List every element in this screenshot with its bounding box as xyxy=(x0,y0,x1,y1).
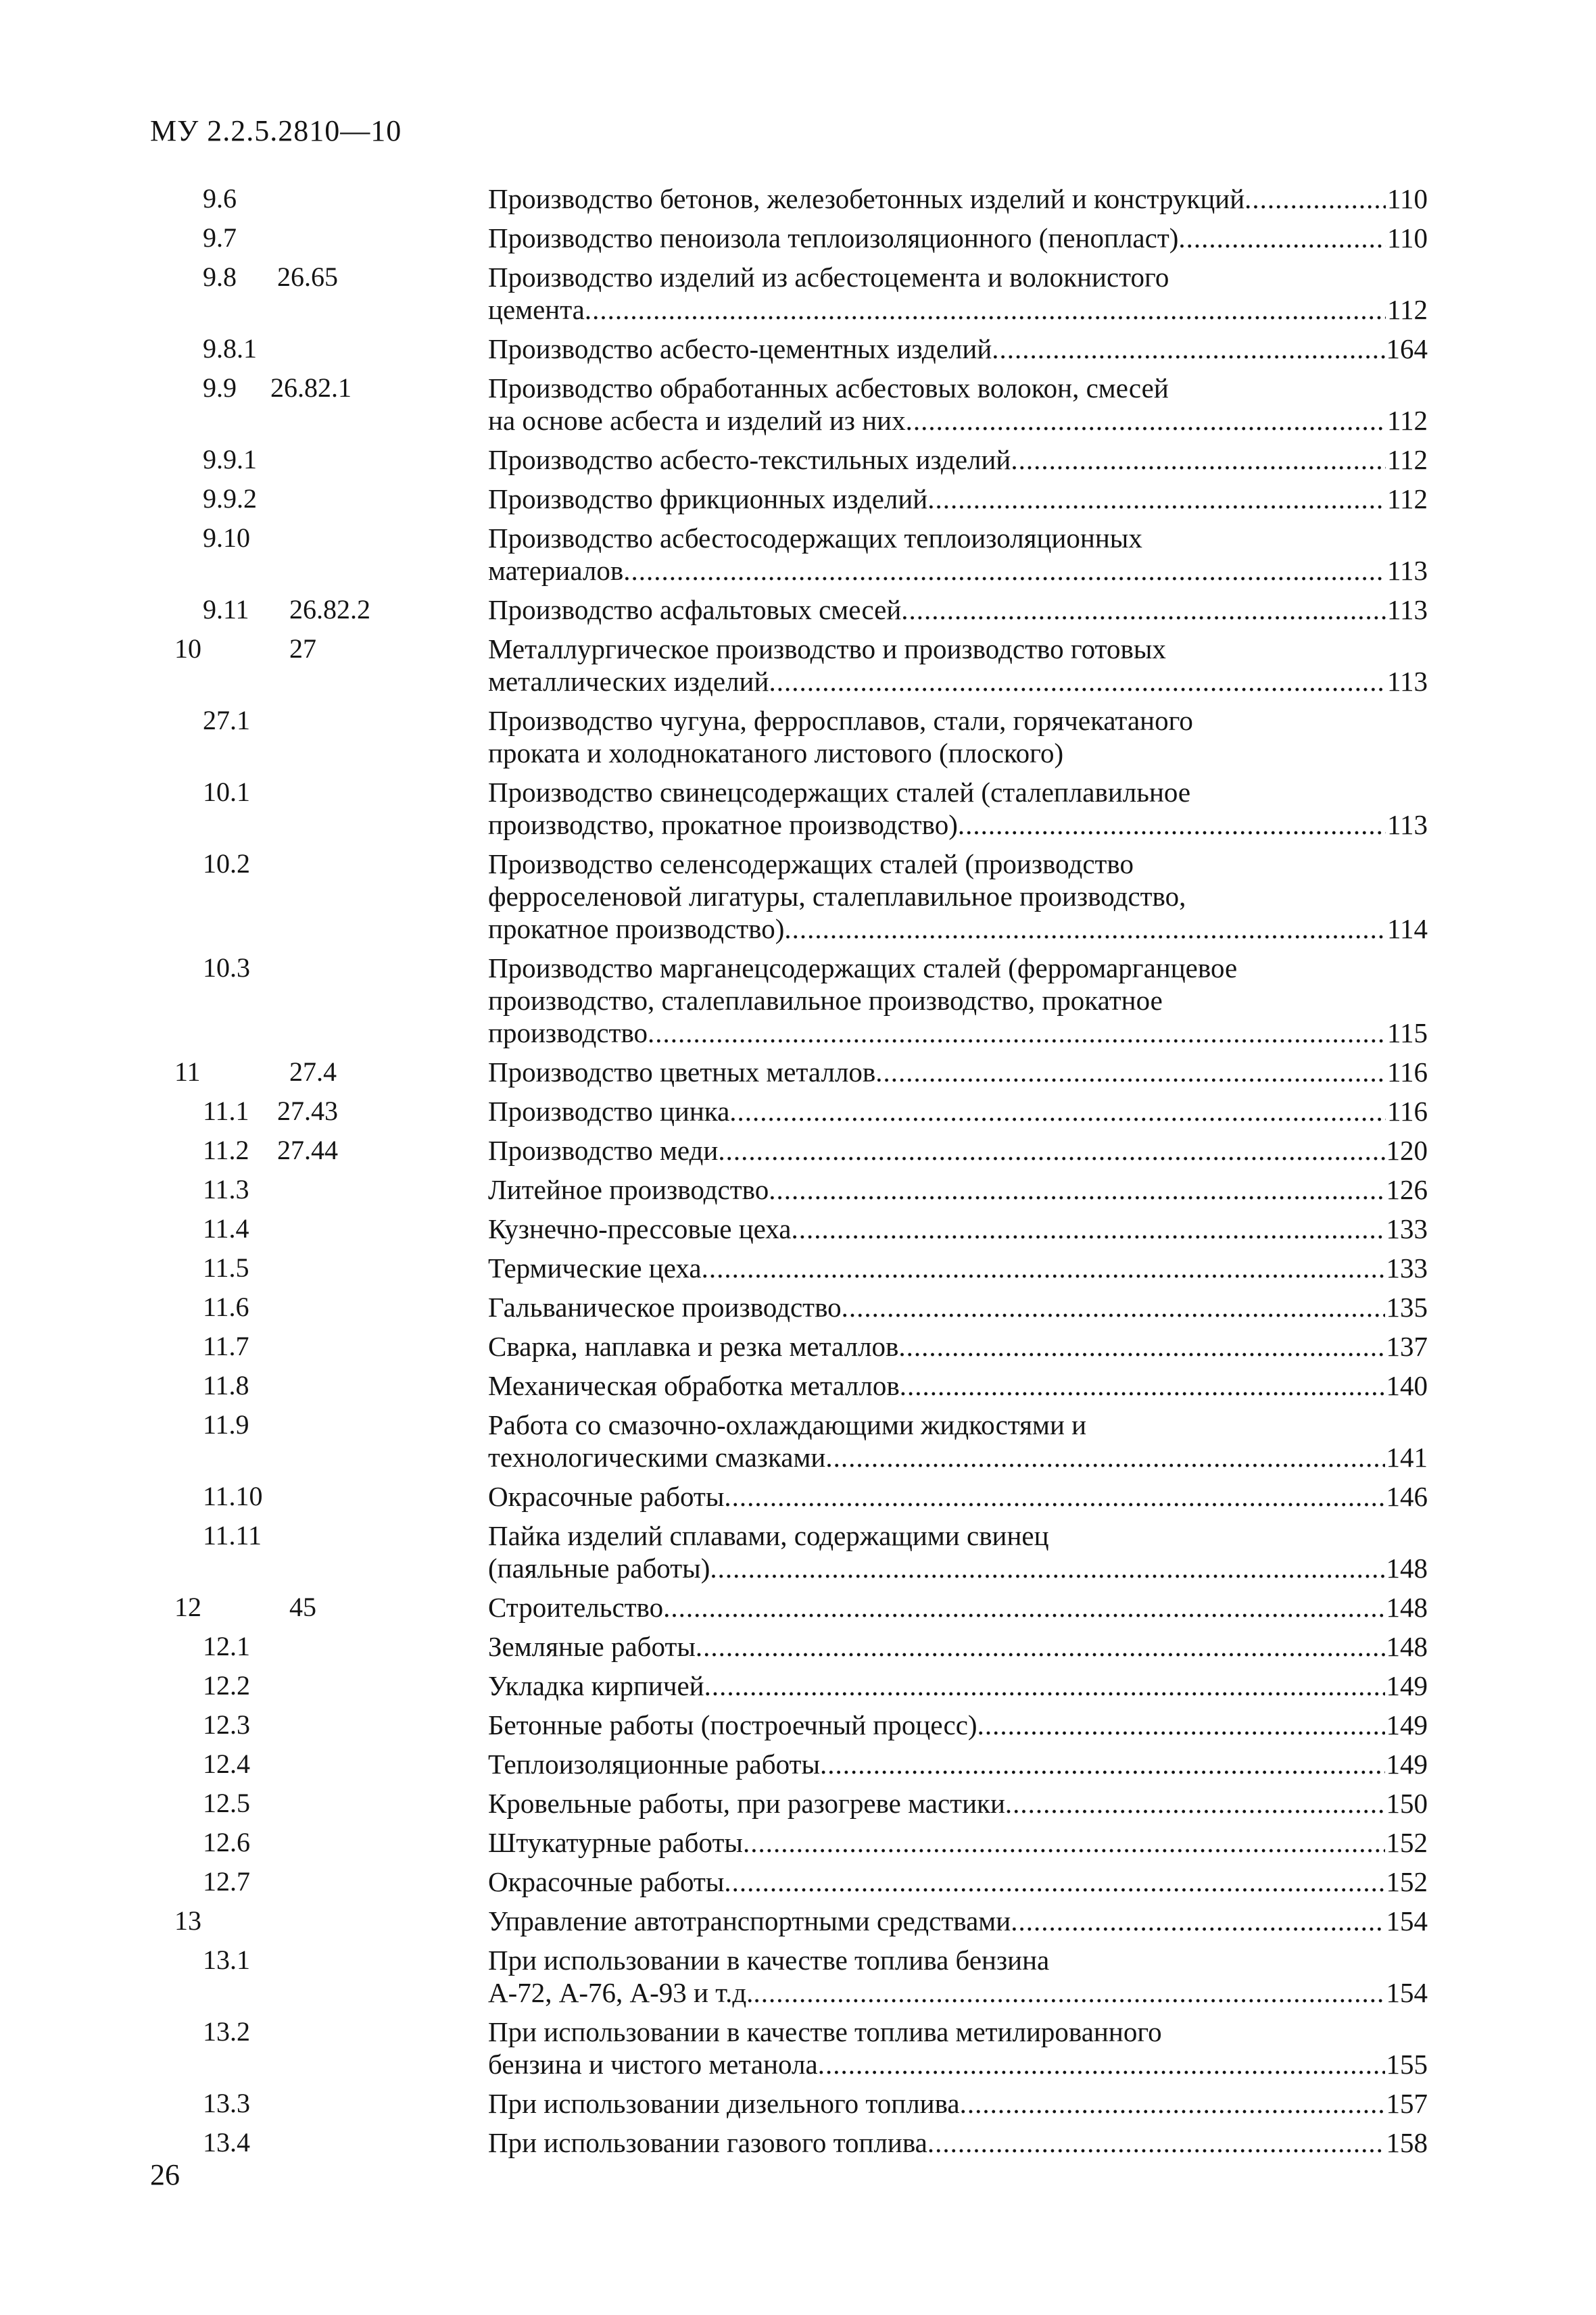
page-reference: 112 xyxy=(1387,405,1428,436)
entry-title xyxy=(488,1291,1428,1323)
entry-title-line: Производство асфальтовых смесей xyxy=(488,594,902,625)
entry-title xyxy=(488,2126,1428,2159)
section-number: 12.6 xyxy=(203,1827,250,1857)
dot-leader xyxy=(992,333,1384,365)
section-number: 11.5 xyxy=(203,1252,249,1283)
toc-entry xyxy=(0,1369,1596,1409)
dot-leader xyxy=(906,404,1386,437)
entry-title xyxy=(488,1670,1428,1702)
entry-title-line: Кровельные работы, при разогреве мастики xyxy=(488,1788,1005,1819)
section-number: 27.1 xyxy=(203,705,250,735)
dot-leader xyxy=(901,593,1386,626)
dot-leader xyxy=(791,1213,1384,1245)
classifier-code: 27.43 xyxy=(277,1096,338,1126)
classifier-code: 27.44 xyxy=(277,1135,338,1165)
entry-title-line: Механическая обработка металлов xyxy=(488,1370,900,1401)
toc-entry xyxy=(0,333,1596,372)
page-reference: 114 xyxy=(1387,913,1428,944)
toc-entry xyxy=(0,1291,1596,1330)
page-reference: 146 xyxy=(1386,1481,1428,1512)
dot-leader xyxy=(710,1552,1384,1584)
entry-title xyxy=(488,1369,1428,1402)
classifier-code: 27.4 xyxy=(289,1056,337,1087)
section-number: 9.8.1 xyxy=(203,333,257,364)
entry-title-line: Укладка кирпичей xyxy=(488,1670,704,1701)
dot-leader xyxy=(842,1291,1385,1323)
page-reference: 141 xyxy=(1386,1442,1428,1473)
toc-entry xyxy=(0,593,1596,633)
entry-title-line: Производство чугуна, ферросплавов, стали, горячекатаного xyxy=(488,705,1193,736)
entry-title-line: металлических изделий xyxy=(488,666,769,697)
page-reference: 149 xyxy=(1386,1709,1428,1740)
entry-title-line: проката и холоднокатаного листового (плоского) xyxy=(488,737,1064,769)
entry-title xyxy=(488,522,1428,587)
page-reference: 133 xyxy=(1386,1252,1428,1284)
dot-leader xyxy=(1011,1905,1384,1937)
entry-title-line: Производство селенсодержащих сталей (производство xyxy=(488,848,1134,879)
entry-title xyxy=(488,1330,1428,1363)
page-reference: 113 xyxy=(1387,555,1428,586)
toc-entry xyxy=(0,1409,1596,1480)
entry-title xyxy=(488,1787,1428,1820)
entry-title xyxy=(488,1944,1428,2009)
toc-entry xyxy=(0,1905,1596,1944)
section-number: 12.5 xyxy=(203,1788,250,1818)
table-of-contents xyxy=(0,182,1596,2166)
toc-entry xyxy=(0,1519,1596,1591)
section-number: 11.3 xyxy=(203,1174,249,1204)
entry-title xyxy=(488,2087,1428,2120)
toc-entry xyxy=(0,1330,1596,1369)
toc-entry xyxy=(0,1213,1596,1252)
dot-leader xyxy=(663,1591,1384,1624)
entry-title-line: Бетонные работы (построечный процесс) xyxy=(488,1709,977,1740)
dot-leader xyxy=(724,1866,1384,1898)
entry-title xyxy=(488,1826,1428,1859)
section-number: 9.9.1 xyxy=(203,444,257,474)
page-reference: 135 xyxy=(1386,1292,1428,1323)
entry-title xyxy=(488,1866,1428,1898)
page-reference: 113 xyxy=(1387,809,1428,840)
toc-entry xyxy=(0,1591,1596,1630)
section-number: 9.11 xyxy=(203,594,249,625)
entry-title xyxy=(488,1630,1428,1663)
page-reference: 150 xyxy=(1386,1788,1428,1819)
toc-entry xyxy=(0,1252,1596,1291)
entry-title-line: Производство асбесто-цементных изделий xyxy=(488,333,992,364)
entry-title xyxy=(488,1709,1428,1741)
section-number: 11 xyxy=(174,1056,201,1087)
entry-title xyxy=(488,593,1428,626)
entry-title xyxy=(488,372,1428,437)
toc-entry xyxy=(0,2087,1596,2126)
entry-title-line: Производство марганецсодержащих сталей (ферромарганцевое xyxy=(488,952,1238,983)
section-number: 11.8 xyxy=(203,1370,249,1400)
entry-title-line: прокатное производство) xyxy=(488,913,785,944)
classifier-code: 27 xyxy=(289,633,316,664)
entry-title-line: Производство фрикционных изделий xyxy=(488,483,928,514)
page-reference: 113 xyxy=(1387,594,1428,625)
entry-title xyxy=(488,952,1428,1049)
section-number: 12 xyxy=(174,1592,201,1622)
dot-leader xyxy=(927,483,1386,515)
section-number: 11.11 xyxy=(203,1520,262,1551)
entry-title-line: При использовании в качестве топлива метилированного xyxy=(488,2016,1162,2047)
page-reference: 164 xyxy=(1386,333,1428,364)
section-number: 13.3 xyxy=(203,2088,250,2118)
entry-title-line: Пайка изделий сплавами, содержащими свинец xyxy=(488,1520,1049,1551)
entry-title-line: материалов xyxy=(488,555,624,586)
toc-entry xyxy=(0,1748,1596,1787)
toc-entry xyxy=(0,182,1596,222)
page-reference: 148 xyxy=(1386,1592,1428,1623)
toc-entry xyxy=(0,848,1596,952)
entry-title xyxy=(488,222,1428,254)
classifier-code: 26.82.1 xyxy=(270,372,352,403)
page-reference: 149 xyxy=(1386,1749,1428,1780)
section-number: 9.10 xyxy=(203,522,250,553)
dot-leader xyxy=(724,1480,1384,1513)
entry-title-line: Производство асбесто-текстильных изделий xyxy=(488,444,1011,475)
entry-title-line: Производство асбестосодержащих теплоизоляционных xyxy=(488,522,1142,554)
page-reference: 137 xyxy=(1386,1331,1428,1362)
entry-title xyxy=(488,1519,1428,1584)
section-number: 12.2 xyxy=(203,1670,250,1701)
toc-entry xyxy=(0,1944,1596,2016)
dot-leader xyxy=(1011,443,1386,476)
page-reference: 116 xyxy=(1387,1096,1428,1127)
dot-leader xyxy=(1244,182,1386,215)
toc-entry xyxy=(0,222,1596,261)
entry-title xyxy=(488,1591,1428,1624)
toc-entry xyxy=(0,522,1596,593)
entry-title xyxy=(488,1173,1428,1206)
dot-leader xyxy=(702,1252,1385,1284)
section-number: 13.2 xyxy=(203,2016,250,2047)
page-reference: 126 xyxy=(1386,1174,1428,1205)
section-number: 11.10 xyxy=(203,1481,263,1511)
dot-leader xyxy=(875,1056,1386,1088)
page-reference: 155 xyxy=(1386,2049,1428,2080)
page-reference: 110 xyxy=(1387,222,1428,253)
dot-leader xyxy=(769,1173,1384,1206)
entry-title xyxy=(488,1056,1428,1088)
dot-leader xyxy=(623,554,1386,587)
toc-entry xyxy=(0,633,1596,704)
entry-title xyxy=(488,704,1428,769)
entry-title-line: Литейное производство xyxy=(488,1174,769,1205)
toc-entry xyxy=(0,443,1596,483)
classifier-code: 26.65 xyxy=(277,262,338,292)
dot-leader xyxy=(958,808,1386,841)
dot-leader xyxy=(818,2048,1385,2080)
entry-title xyxy=(488,1480,1428,1513)
page-reference: 149 xyxy=(1386,1670,1428,1701)
entry-title xyxy=(488,848,1428,945)
toc-entry xyxy=(0,776,1596,848)
page-reference: 157 xyxy=(1386,2088,1428,2119)
section-number: 10.3 xyxy=(203,952,250,983)
document-code-header: МУ 2.2.5.2810—10 xyxy=(150,114,402,147)
section-number: 9.6 xyxy=(203,183,237,214)
toc-entry xyxy=(0,483,1596,522)
toc-entry xyxy=(0,1787,1596,1826)
entry-title-line: Окрасочные работы xyxy=(488,1866,725,1897)
entry-title xyxy=(488,1134,1428,1167)
entry-title xyxy=(488,261,1428,326)
section-number: 12.1 xyxy=(203,1631,250,1661)
toc-entry xyxy=(0,1173,1596,1213)
entry-title xyxy=(488,1252,1428,1284)
section-number: 12.3 xyxy=(203,1709,250,1740)
page-reference: 152 xyxy=(1386,1827,1428,1858)
page-reference: 154 xyxy=(1386,1905,1428,1936)
entry-title-line: (паяльные работы) xyxy=(488,1553,710,1584)
page-reference: 116 xyxy=(1387,1056,1428,1088)
toc-entry xyxy=(0,1056,1596,1095)
entry-title xyxy=(488,776,1428,841)
entry-title-line: Теплоизоляционные работы xyxy=(488,1749,820,1780)
entry-title xyxy=(488,333,1428,365)
entry-title xyxy=(488,483,1428,515)
toc-entry xyxy=(0,1670,1596,1709)
dot-leader xyxy=(898,1330,1384,1363)
toc-entry xyxy=(0,1709,1596,1748)
dot-leader xyxy=(977,1709,1385,1741)
entry-title-line: При использовании в качестве топлива бензина xyxy=(488,1945,1050,1976)
section-number: 11.6 xyxy=(203,1292,249,1322)
page-reference: 158 xyxy=(1386,2127,1428,2158)
dot-leader xyxy=(743,1826,1385,1859)
toc-entry xyxy=(0,1866,1596,1905)
entry-title xyxy=(488,443,1428,476)
entry-title-line: производство, сталеплавильное производство, прокатное xyxy=(488,985,1163,1016)
page-reference: 112 xyxy=(1387,483,1428,514)
page-reference: 113 xyxy=(1387,666,1428,697)
page-reference: 112 xyxy=(1387,294,1428,325)
entry-title-line: Управление автотранспортными средствами xyxy=(488,1905,1011,1936)
toc-entry xyxy=(0,1480,1596,1519)
page-reference: 120 xyxy=(1386,1135,1428,1166)
toc-entry xyxy=(0,2126,1596,2166)
dot-leader xyxy=(648,1017,1386,1049)
section-number: 11.1 xyxy=(203,1096,249,1126)
toc-entry xyxy=(0,2016,1596,2087)
section-number: 13 xyxy=(174,1905,201,1936)
dot-leader xyxy=(1005,1787,1385,1820)
entry-title-line: Производство обработанных асбестовых волокон, смесей xyxy=(488,372,1169,404)
entry-title-line: Производство цветных металлов xyxy=(488,1056,876,1088)
section-number: 11.4 xyxy=(203,1213,249,1244)
entry-title xyxy=(488,182,1428,215)
section-number: 9.8 xyxy=(203,262,237,292)
dot-leader xyxy=(718,1134,1384,1167)
entry-title-line: Сварка, наплавка и резка металлов xyxy=(488,1331,899,1362)
entry-title-line: технологическими смазками xyxy=(488,1442,826,1473)
entry-title-line: на основе асбеста и изделий из них xyxy=(488,405,906,436)
section-number: 10.2 xyxy=(203,848,250,879)
toc-entry xyxy=(0,261,1596,333)
entry-title xyxy=(488,1748,1428,1780)
dot-leader xyxy=(820,1748,1385,1780)
entry-title-line: ферроселеновой лигатуры, сталеплавильное производство, xyxy=(488,881,1186,912)
page-reference: 154 xyxy=(1386,1977,1428,2008)
page-reference: 110 xyxy=(1387,183,1428,214)
dot-leader xyxy=(1178,222,1386,254)
page-reference: 133 xyxy=(1386,1213,1428,1244)
entry-title-line: При использовании дизельного топлива xyxy=(488,2088,960,2119)
page-reference: 112 xyxy=(1387,444,1428,475)
entry-title xyxy=(488,633,1428,698)
dot-leader xyxy=(729,1095,1386,1127)
toc-entry xyxy=(0,1826,1596,1866)
entry-title-line: производство, прокатное производство) xyxy=(488,809,958,840)
section-number: 9.9.2 xyxy=(203,483,257,514)
entry-title-line: Производство свинецсодержащих сталей (сталеплавильное xyxy=(488,777,1191,808)
entry-title-line: Окрасочные работы xyxy=(488,1481,725,1512)
classifier-code: 26.82.2 xyxy=(289,594,370,625)
classifier-code: 45 xyxy=(289,1592,316,1622)
entry-title-line: Производство цинка xyxy=(488,1096,730,1127)
toc-entry xyxy=(0,1134,1596,1173)
entry-title-line: Производство пеноизола теплоизоляционного (пенопласт) xyxy=(488,222,1179,253)
entry-title-line: Производство изделий из асбестоцемента и волокнистого xyxy=(488,262,1169,293)
toc-entry xyxy=(0,704,1596,776)
entry-title-line: Металлургическое производство и производство готовых xyxy=(488,633,1166,664)
dot-leader xyxy=(927,2126,1385,2159)
entry-title-line: Кузнечно-прессовые цеха xyxy=(488,1213,792,1244)
dot-leader xyxy=(900,1369,1385,1402)
page-reference: 148 xyxy=(1386,1553,1428,1584)
section-number: 13.1 xyxy=(203,1945,250,1975)
entry-title xyxy=(488,1409,1428,1473)
toc-entry xyxy=(0,1630,1596,1670)
entry-title-line: цемента xyxy=(488,294,585,325)
entry-title-line: производство xyxy=(488,1017,648,1048)
toc-entry xyxy=(0,1095,1596,1134)
entry-title xyxy=(488,2016,1428,2080)
page-reference: 148 xyxy=(1386,1631,1428,1662)
entry-title xyxy=(488,1213,1428,1245)
dot-leader xyxy=(696,1630,1385,1663)
entry-title-line: Производство меди xyxy=(488,1135,719,1166)
section-number: 10.1 xyxy=(203,777,250,807)
section-number: 9.7 xyxy=(203,222,237,253)
section-number: 10 xyxy=(174,633,201,664)
page-reference: 140 xyxy=(1386,1370,1428,1401)
entry-title xyxy=(488,1095,1428,1127)
entry-title xyxy=(488,1905,1428,1937)
page-number: 26 xyxy=(150,2158,180,2191)
page-reference: 115 xyxy=(1387,1017,1428,1048)
section-number: 13.4 xyxy=(203,2127,250,2158)
entry-title-line: Работа со смазочно-охлаждающими жидкостями и xyxy=(488,1409,1087,1440)
toc-entry xyxy=(0,372,1596,443)
entry-title-line: бензина и чистого метанола xyxy=(488,2049,818,2080)
section-number: 11.7 xyxy=(203,1331,249,1361)
section-number: 9.9 xyxy=(203,372,237,403)
page-reference: 152 xyxy=(1386,1866,1428,1897)
dot-leader xyxy=(784,912,1386,945)
entry-title-line: Штукатурные работы xyxy=(488,1827,743,1858)
section-number: 11.9 xyxy=(203,1409,249,1440)
section-number: 11.2 xyxy=(203,1135,249,1165)
dot-leader xyxy=(960,2087,1385,2120)
entry-title-line: Гальваническое производство xyxy=(488,1292,842,1323)
section-number: 12.4 xyxy=(203,1749,250,1779)
entry-title-line: Термические цеха xyxy=(488,1252,702,1284)
dot-leader xyxy=(825,1441,1384,1473)
entry-title-line: Производство бетонов, железобетонных изделий и конструкций xyxy=(488,183,1245,214)
section-number: 12.7 xyxy=(203,1866,250,1897)
toc-entry xyxy=(0,952,1596,1056)
entry-title-line: А-72, А-76, А-93 и т.д. xyxy=(488,1977,754,2008)
dot-leader xyxy=(753,1976,1384,2009)
entry-title-line: При использовании газового топлива xyxy=(488,2127,927,2158)
entry-title-line: Земляные работы xyxy=(488,1631,696,1662)
dot-leader xyxy=(585,293,1386,326)
dot-leader xyxy=(704,1670,1385,1702)
dot-leader xyxy=(769,665,1386,698)
entry-title-line: Строительство xyxy=(488,1592,664,1623)
